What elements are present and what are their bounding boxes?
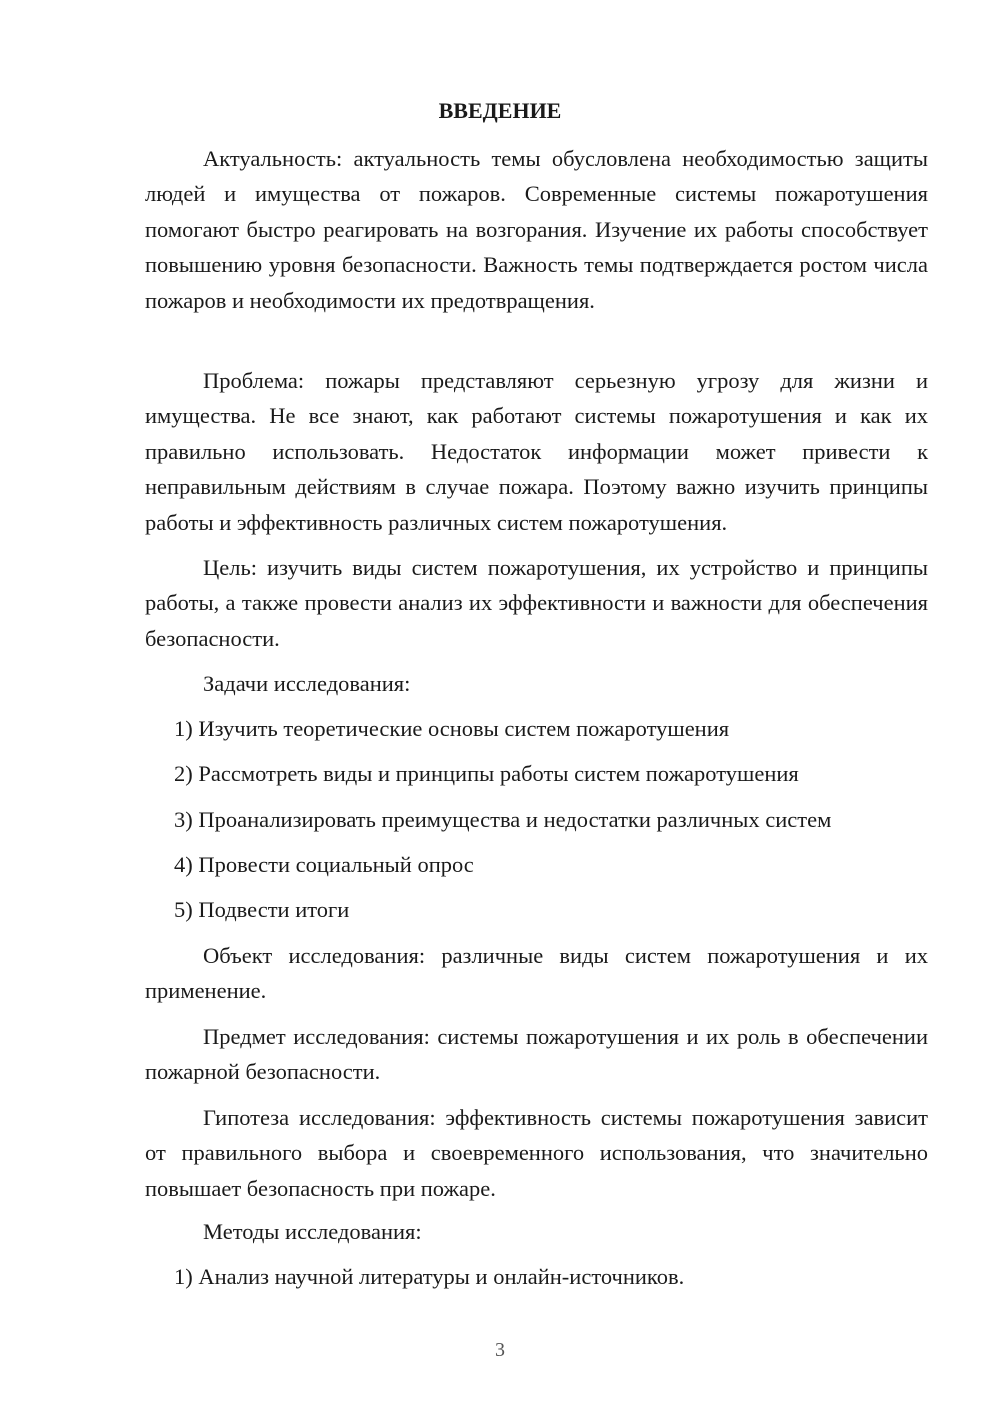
task-item: 2) Рассмотреть виды и принципы работы систем пожаротушения [174,761,799,786]
page-title: ВВЕДЕНИЕ [438,98,562,123]
problem-paragraph [145,363,928,540]
page-number: 3 [495,1339,505,1361]
subject-paragraph [145,1019,928,1090]
method-item: 1) Анализ научной литературы и онлайн-источников. [174,1264,685,1289]
object-text: Объект исследования: различные виды систем пожаротушения и их применение. [145,943,928,1004]
relevance-text: Актуальность: актуальность темы обусловлена необходимостью защиты людей и имущества от пожаров. Современные системы пожаротушения помогают быстро реагировать на возгорания. Изучение их работы способствует повышению уровня безопасности. Важность темы подтверждается ростом числа пожаров и необходимости их предотвращения. [145,146,928,313]
goal-paragraph [145,550,928,656]
task-item: 5) Подвести итоги [174,897,350,922]
problem-text: Проблема: пожары представляют серьезную угрозу для жизни и имущества. Не все знают, как работают системы пожаротушения и как их правильно использовать. Недостаток информации может привести к неправильным действиям в случае пожара. Поэтому важно изучить принципы работы и эффективность различных систем пожаротушения. [145,368,928,535]
subject-text: Предмет исследования: системы пожаротушения и их роль в обеспечении пожарной безопасности. [145,1024,928,1085]
goal-text: Цель: изучить виды систем пожаротушения, их устройство и принципы работы, а также провести анализ их эффективности и важности для обеспечения безопасности. [145,555,928,651]
relevance-paragraph [145,141,928,318]
task-item: 1) Изучить теоретические основы систем пожаротушения [174,716,730,741]
task-item: 4) Провести социальный опрос [174,852,474,877]
hypothesis-text: Гипотеза исследования: эффективность системы пожаротушения зависит от правильного выбора и своевременного использования, что значительно повышает безопасность при пожаре. [145,1105,928,1201]
methods-heading: Методы исследования: [203,1219,422,1244]
hypothesis-paragraph [145,1100,928,1206]
task-item: 3) Проанализировать преимущества и недостатки различных систем [174,807,832,832]
object-paragraph [145,938,928,1009]
tasks-heading: Задачи исследования: [203,671,411,696]
